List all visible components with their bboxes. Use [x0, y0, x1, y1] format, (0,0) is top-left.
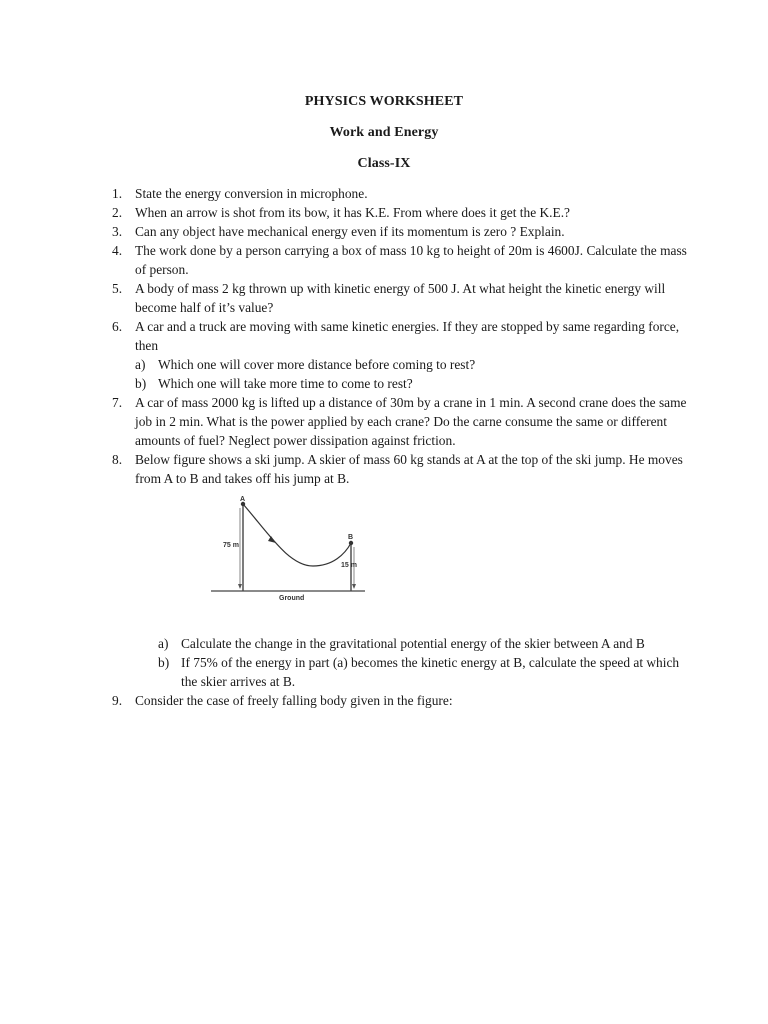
question-text: The work done by a person carrying a box of mass 10 kg to height of 20m is 4600J. Calculate the mass of person.	[135, 243, 687, 277]
height-a-label: 75 m	[223, 542, 239, 549]
question-item	[108, 279, 688, 317]
sub-question-list	[135, 634, 688, 691]
worksheet-title: PHYSICS WORKSHEET	[304, 94, 464, 109]
question-number: 6.	[112, 319, 123, 334]
sub-question-letter: b)	[158, 655, 170, 670]
question-number: 9.	[112, 693, 123, 708]
sub-question-item	[158, 653, 688, 691]
ski-slope-curve	[243, 504, 354, 566]
question-item	[108, 317, 688, 393]
question-number: 2.	[112, 205, 123, 220]
sub-question-text: Calculate the change in the gravitational potential energy of the skier between A and B	[181, 636, 645, 651]
question-number: 8.	[112, 452, 123, 467]
question-text: A car of mass 2000 kg is lifted up a distance of 30m by a crane in 1 min. A second crane does the same job in 2 min. What is the power applied by each crane? Do the carne consume the same or different amounts of fuel? Neglect power dissipation against friction.	[135, 395, 687, 448]
class-label: Class-IX	[357, 156, 411, 171]
question-item	[108, 203, 688, 222]
question-list	[108, 184, 688, 710]
question-text: State the energy conversion in microphone.	[135, 186, 368, 201]
height-a-arrowhead	[238, 584, 242, 589]
ski-jump-figure	[135, 488, 688, 634]
sub-question-list	[135, 355, 688, 393]
direction-arrow	[268, 536, 276, 543]
ground-label: Ground	[279, 595, 305, 602]
sub-question-item	[135, 355, 688, 374]
sub-question-item	[158, 634, 688, 653]
question-text: Can any object have mechanical energy even if its momentum is zero ? Explain.	[135, 224, 565, 239]
sub-question-letter: a)	[158, 636, 169, 651]
height-b-label: 15 m	[341, 562, 357, 569]
sub-question-text: Which one will take more time to come to rest?	[158, 376, 413, 391]
question-number: 7.	[112, 395, 123, 410]
ski-jump-diagram	[209, 494, 369, 604]
sub-question-letter: b)	[135, 376, 147, 391]
question-number: 5.	[112, 281, 123, 296]
label-b: B	[348, 534, 354, 541]
question-text: When an arrow is shot from its bow, it has K.E. From where does it get the K.E.?	[135, 205, 570, 220]
height-b-arrowhead	[352, 584, 356, 589]
worksheet-subtitle: Work and Energy	[329, 125, 439, 140]
question-text: Consider the case of freely falling body given in the figure:	[135, 693, 453, 708]
question-number: 4.	[112, 243, 123, 258]
question-item	[108, 691, 688, 710]
sub-question-text: Which one will cover more distance before coming to rest?	[158, 357, 476, 372]
sub-question-text: If 75% of the energy in part (a) becomes the kinetic energy at B, calculate the speed at which the skier arrives at B.	[181, 655, 680, 689]
question-item	[108, 393, 688, 450]
sub-question-letter: a)	[135, 357, 146, 372]
question-text: A body of mass 2 kg thrown up with kinetic energy of 500 J. At what height the kinetic energy will become half of it’s value?	[135, 281, 666, 315]
question-number: 3.	[112, 224, 123, 239]
sub-question-item	[135, 374, 688, 393]
question-number: 1.	[112, 186, 123, 201]
label-a: A	[240, 496, 246, 503]
question-item	[108, 222, 688, 241]
question-text: A car and a truck are moving with same kinetic energies. If they are stopped by same regarding force, then	[135, 319, 680, 353]
question-item	[108, 241, 688, 279]
question-item	[108, 184, 688, 203]
question-item	[108, 450, 688, 691]
question-text: Below figure shows a ski jump. A skier of mass 60 kg stands at A at the top of the ski jump. He moves from A to B and takes off his jump at B.	[135, 452, 683, 486]
